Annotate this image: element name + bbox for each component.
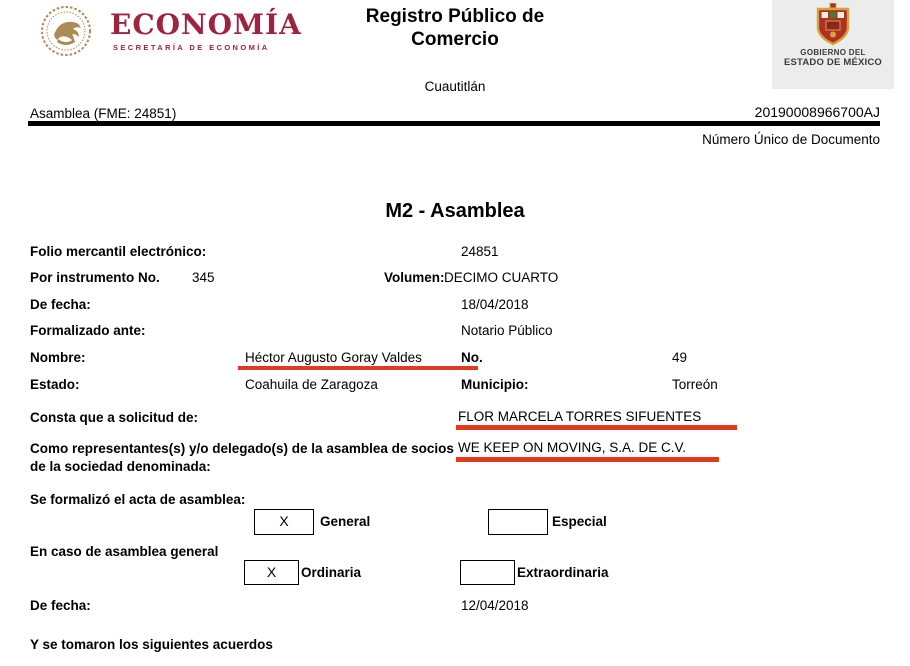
edomex-logo bbox=[772, 0, 894, 89]
checkbox-extraordinaria-label: Extraordinaria bbox=[517, 565, 609, 580]
nombre-value: Héctor Augusto Goray Valdes bbox=[245, 350, 422, 365]
representantes-label: Como representantes(s) y/o delegado(s) de la asamblea de socios de la sociedad denominada: bbox=[30, 441, 454, 474]
consta-value: FLOR MARCELA TORRES SIFUENTES bbox=[458, 409, 702, 424]
unique-document-number-caption: Número Único de Documento bbox=[702, 132, 880, 147]
nombre-label: Nombre: bbox=[30, 350, 86, 365]
edomex-caption-line2: ESTADO DE MÉXICO bbox=[783, 57, 883, 68]
estado-value: Coahuila de Zaragoza bbox=[245, 377, 378, 392]
estado-de-mexico-crest-icon bbox=[814, 3, 852, 47]
instrumento-value: 345 bbox=[192, 270, 215, 285]
folio-label: Folio mercantil electrónico: bbox=[30, 244, 207, 259]
economia-tagline: SECRETARÍA DE ECONOMÍA bbox=[113, 43, 270, 52]
representantes-red-underline bbox=[456, 457, 719, 462]
volumen-label: Volumen: bbox=[384, 270, 445, 285]
consta-red-underline bbox=[456, 425, 737, 430]
folio-value: 24851 bbox=[461, 244, 499, 259]
fecha1-label: De fecha: bbox=[30, 297, 91, 312]
checkbox-especial bbox=[488, 509, 548, 535]
checkbox-extraordinaria bbox=[460, 560, 515, 585]
economia-wordmark: ECONOMÍA bbox=[110, 8, 302, 41]
checkbox-ordinaria-label: Ordinaria bbox=[301, 565, 362, 580]
consta-label: Consta que a solicitud de: bbox=[30, 410, 199, 425]
acuerdos-label: Y se tomaron los siguientes acuerdos bbox=[30, 637, 273, 652]
checkbox-especial-label: Especial bbox=[552, 514, 607, 529]
fecha2-label: De fecha: bbox=[30, 598, 91, 613]
municipio-value: Torreón bbox=[672, 377, 718, 392]
formalizado-value: Notario Público bbox=[461, 323, 553, 338]
checkbox-ordinaria: X bbox=[244, 560, 299, 585]
fecha1-value: 18/04/2018 bbox=[461, 297, 529, 312]
encaso-label: En caso de asamblea general bbox=[30, 544, 219, 559]
formalizado-label: Formalizado ante: bbox=[30, 323, 146, 338]
registry-office: Cuautitlán bbox=[424, 79, 486, 94]
edomex-caption-line1: GOBIERNO DEL bbox=[800, 48, 866, 57]
volumen-value: DECIMO CUARTO bbox=[444, 270, 559, 285]
document-type-fme: Asamblea (FME: 24851) bbox=[30, 106, 177, 121]
municipio-label: Municipio: bbox=[461, 377, 529, 392]
notario-no-value: 49 bbox=[672, 350, 688, 365]
acta-label: Se formalizó el acta de asamblea: bbox=[30, 492, 246, 507]
checkbox-general-label: General bbox=[320, 514, 371, 529]
nombre-red-underline bbox=[238, 366, 478, 370]
notario-no-label: No. bbox=[461, 350, 483, 365]
instrumento-label: Por instrumento No. bbox=[30, 270, 160, 285]
page-title: Registro Público de Comercio bbox=[365, 6, 545, 50]
representantes-value: WE KEEP ON MOVING, S.A. DE C.V. bbox=[458, 440, 687, 455]
estado-label: Estado: bbox=[30, 377, 80, 392]
fecha2-value: 12/04/2018 bbox=[461, 598, 529, 613]
unique-document-number: 20190008966700AJ bbox=[754, 104, 880, 120]
mexican-eagle-seal-icon bbox=[28, 5, 106, 62]
header-divider-rule bbox=[28, 121, 880, 126]
checkbox-general: X bbox=[254, 509, 314, 535]
form-heading: M2 - Asamblea bbox=[385, 200, 525, 222]
